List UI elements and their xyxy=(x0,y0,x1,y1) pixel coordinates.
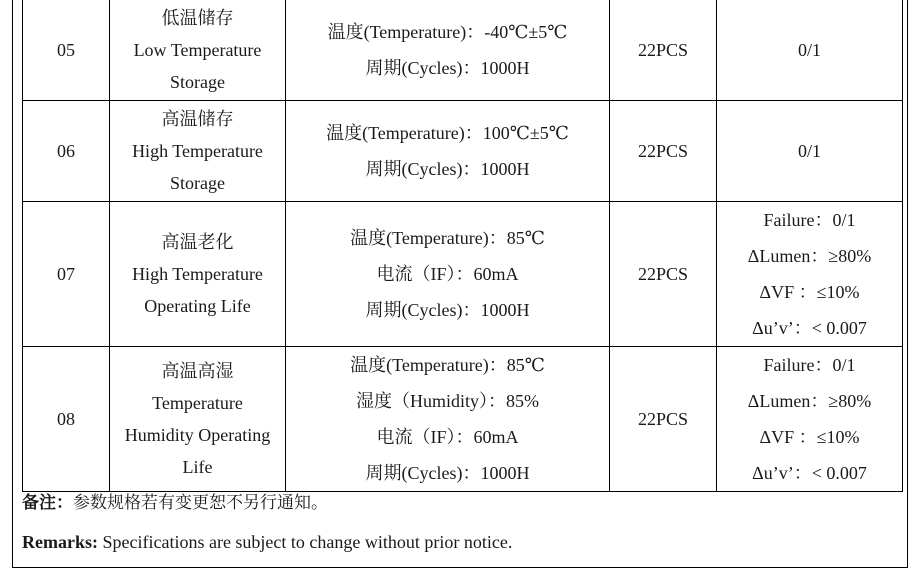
test-condition-cell xyxy=(286,101,610,202)
remark-chinese-text: 参数规格若有变更恕不另行通知。 xyxy=(73,493,328,512)
table-row xyxy=(23,0,903,101)
criteria-line: 0/1 xyxy=(797,40,821,60)
sample-quantity-cell xyxy=(610,101,717,202)
sample-quantity: 22PCS xyxy=(637,263,689,284)
test-number: 08 xyxy=(57,408,75,429)
test-condition-line: 湿度（Humidity）：85% xyxy=(356,391,539,411)
test-item-line: High Temperature xyxy=(132,141,263,161)
table-row xyxy=(23,101,903,202)
test-number-cell xyxy=(23,0,110,101)
sample-quantity-cell xyxy=(610,0,717,101)
test-number-cell xyxy=(23,347,110,492)
test-condition-line: 温度(Temperature)：-40℃±5℃ xyxy=(327,22,568,42)
test-item-cell xyxy=(110,101,286,202)
test-item-cell xyxy=(110,202,286,347)
test-condition-cell xyxy=(286,202,610,347)
sample-quantity: 22PCS xyxy=(637,408,689,429)
test-number: 05 xyxy=(57,39,75,60)
test-item-line: Operating Life xyxy=(144,296,251,316)
remark-chinese xyxy=(22,490,328,516)
criteria-line: ΔLumen：≥80% xyxy=(747,246,872,266)
test-condition-line: 周期(Cycles)：1000H xyxy=(365,58,530,78)
test-item-cell xyxy=(110,347,286,492)
test-item-line: 低温储存 xyxy=(161,8,234,28)
criteria-line: Failure：0/1 xyxy=(763,355,856,375)
sample-quantity-cell xyxy=(610,202,717,347)
table-row xyxy=(23,202,903,347)
test-condition-cell xyxy=(286,347,610,492)
criteria-line: ΔVF ：≤10% xyxy=(759,427,860,447)
criteria-line: ΔLumen：≥80% xyxy=(747,391,872,411)
test-condition-line: 温度(Temperature)：100℃±5℃ xyxy=(326,123,569,143)
test-condition-line: 电流（IF）：60mA xyxy=(376,427,519,447)
test-item-line: 高温老化 xyxy=(161,232,234,252)
criteria-line: ΔVF ：≤10% xyxy=(759,282,860,302)
sample-quantity-cell xyxy=(610,347,717,492)
criteria-line: Δu’v’：< 0.007 xyxy=(752,318,867,338)
test-number-cell xyxy=(23,202,110,347)
test-item-line: 高温高湿 xyxy=(161,361,234,381)
remark-chinese-label: 备注： xyxy=(22,493,73,512)
test-item-line: Storage xyxy=(170,72,225,92)
test-item-line: Storage xyxy=(170,173,225,193)
test-item-line: Life xyxy=(182,457,213,477)
criteria-cell xyxy=(717,101,903,202)
criteria-line: Δu’v’：< 0.007 xyxy=(752,463,867,483)
test-condition-line: 周期(Cycles)：1000H xyxy=(365,300,530,320)
criteria-line: 0/1 xyxy=(797,141,821,161)
test-number-cell xyxy=(23,101,110,202)
criteria-cell xyxy=(717,202,903,347)
test-number: 07 xyxy=(57,263,75,284)
test-item-line: Temperature xyxy=(152,393,243,413)
remark-english xyxy=(22,529,512,555)
remark-english-text: Specifications are subject to change without prior notice. xyxy=(97,532,513,552)
sample-quantity: 22PCS xyxy=(637,39,689,60)
test-condition-line: 周期(Cycles)：1000H xyxy=(365,159,530,179)
test-item-line: High Temperature xyxy=(132,264,263,284)
remark-english-label: Remarks: xyxy=(22,532,98,552)
test-condition-line: 温度(Temperature)：85℃ xyxy=(350,228,545,248)
test-item-line: Humidity Operating xyxy=(124,425,271,445)
test-item-cell xyxy=(110,0,286,101)
test-condition-cell xyxy=(286,0,610,101)
sample-quantity: 22PCS xyxy=(637,140,689,161)
reliability-test-table xyxy=(22,0,903,492)
test-item-line: 高温储存 xyxy=(161,109,234,129)
test-condition-line: 电流（IF）：60mA xyxy=(376,264,519,284)
criteria-cell xyxy=(717,347,903,492)
test-item-line: Low Temperature xyxy=(133,40,262,60)
criteria-cell xyxy=(717,0,903,101)
test-condition-line: 周期(Cycles)：1000H xyxy=(365,463,530,483)
table-row xyxy=(23,347,903,492)
criteria-line: Failure：0/1 xyxy=(763,210,856,230)
test-condition-line: 温度(Temperature)：85℃ xyxy=(350,355,545,375)
test-number: 06 xyxy=(57,140,75,161)
